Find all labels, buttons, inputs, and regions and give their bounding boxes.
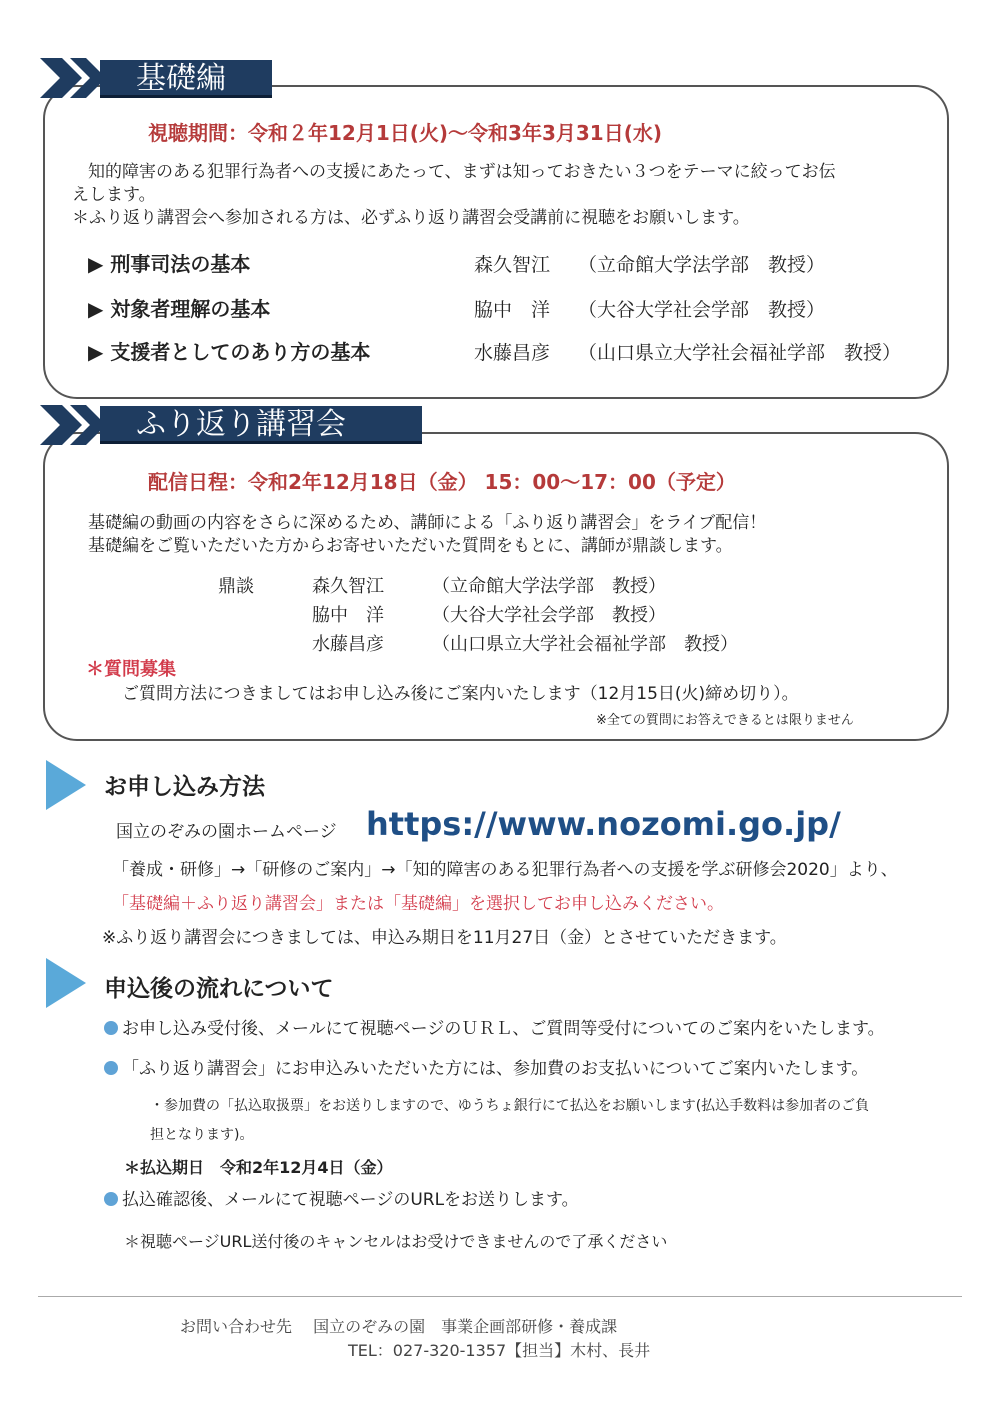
lecturer-name: 水藤昌彦 (474, 342, 551, 364)
panelist-name: 森久智江 (312, 576, 384, 597)
lecturer-affiliation: （山口県立大学社会福祉学部 教授） (578, 342, 902, 364)
basic-intro-line2: えします。 (72, 185, 156, 205)
flow-item-sub: 担となります)。 (150, 1127, 254, 1143)
viewing-period: 視聴期間：令和２年12月1日(火)～令和3年3月31日(水) (148, 121, 662, 145)
triangle-icon (46, 958, 86, 1008)
flow-item-sub: ・参加費の「払込取扱票」をお送りしますので、ゆうちょ銀行にて払込をお願いします(払込手数料は参加者のご負 (150, 1098, 870, 1114)
flow-item: 払込確認後、メールにて視聴ページのURLをお送りします。 (104, 1188, 579, 1212)
lecturer-affiliation: （大谷大学社会学部 教授） (578, 299, 826, 321)
review-intro-line1: 基礎編の動画の内容をさらに深めるため、講師による「ふり返り講習会」をライブ配信！ (88, 513, 767, 533)
lecturer-name: 森久智江 (474, 254, 551, 276)
bullet-icon (104, 1061, 118, 1075)
lecturer-name: 脇中 洋 (474, 299, 551, 321)
contact-line2: TEL：027-320-1357【担当】木村、長井 (348, 1341, 651, 1360)
apply-path: 「養成・研修」→「研修のご案内」→「知的障害のある犯罪行為者への支援を学ぶ研修会2020」より、 (112, 860, 898, 880)
basic-note: ＊ふり返り講習会へ参加される方は、必ずふり返り講習会受講前に視聴をお願いします。 (72, 208, 750, 228)
bullet-icon (104, 1192, 118, 1206)
lecturer-affiliation: （立命館大学法学部 教授） (578, 254, 826, 276)
flow-item: お申し込み受付後、メールにて視聴ページのＵＲＬ、ご質問等受付についてのご案内をいたします。 (104, 1017, 885, 1041)
triangle-icon (46, 760, 86, 810)
question-title: ＊質問募集 (86, 659, 176, 680)
contact-line1: お問い合わせ先 国立のぞみの園 事業企画部研修・養成課 (180, 1317, 618, 1336)
payment-deadline: ＊払込期日 令和2年12月4日（金） (124, 1158, 393, 1177)
broadcast-schedule: 配信日程：令和2年12月18日（金） 15：00～17：00（予定） (148, 470, 736, 494)
apply-select: 「基礎編＋ふり返り講習会」または「基礎編」を選択してお申し込みください。 (112, 894, 724, 914)
question-note: ※全ての質問にお答えできるとは限りません (596, 713, 854, 728)
topic-title: ▶ 刑事司法の基本 (88, 252, 251, 276)
panelist-name: 脇中 洋 (312, 605, 384, 626)
panelist-affiliation: （山口県立大学社会福祉学部 教授） (432, 634, 738, 655)
section-tag-review: ふり返り講習会 (100, 406, 422, 444)
cancel-note: ＊視聴ページURL送付後のキャンセルはお受けできませんので了承ください (124, 1232, 668, 1251)
apply-heading: お申し込み方法 (104, 774, 265, 800)
topic-title: ▶ 対象者理解の基本 (88, 297, 271, 321)
review-intro-line2: 基礎編をご覧いただいた方からお寄せいただいた質問をもとに、講師が鼎談します。 (88, 536, 733, 556)
homepage-link[interactable]: https://www.nozomi.go.jp/ (366, 805, 841, 843)
apply-deadline: ※ふり返り講習会につきましては、申込み期日を11月27日（金）とさせていただきます。 (102, 928, 787, 948)
question-text: ご質問方法につきましてはお申し込み後にご案内いたします（12月15日(火)締め切り）。 (122, 684, 799, 704)
panelist-affiliation: （立命館大学法学部 教授） (432, 576, 666, 597)
panelist-name: 水藤昌彦 (312, 634, 384, 655)
hp-label: 国立のぞみの園ホームページ (116, 822, 337, 842)
bullet-icon (104, 1021, 118, 1035)
basic-intro-line1: 知的障害のある犯罪行為者への支援にあたって、まずは知っておきたい３つをテーマに絞ってお伝 (88, 162, 836, 182)
flow-item: 「ふり返り講習会」にお申込みいただいた方には、参加費のお支払いについてご案内いたします。 (104, 1057, 868, 1081)
flow-heading: 申込後の流れについて (104, 976, 334, 1002)
panelist-affiliation: （大谷大学社会学部 教授） (432, 605, 666, 626)
topic-title: ▶ 支援者としてのあり方の基本 (88, 340, 371, 364)
footer-divider (38, 1296, 962, 1297)
teidan-label: 鼎談 (218, 576, 254, 597)
section-tag-basic: 基礎編 (100, 60, 272, 98)
